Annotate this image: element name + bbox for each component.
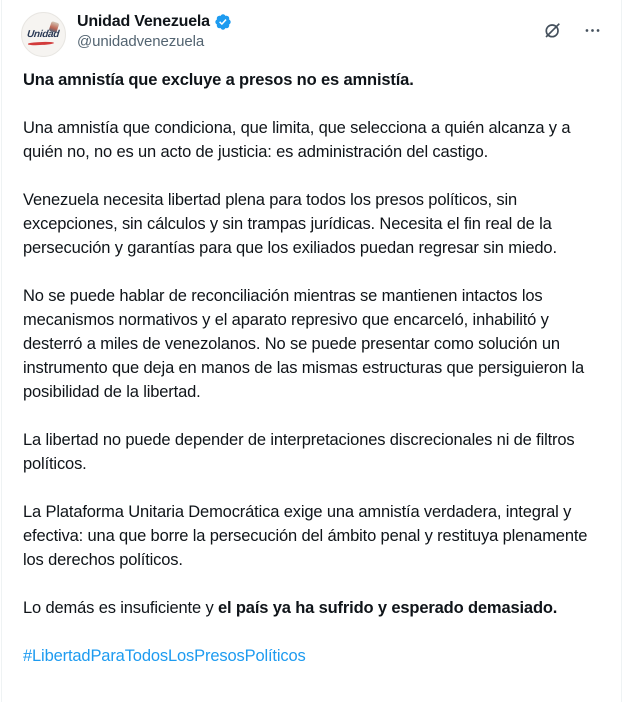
- post-paragraph: La Plataforma Unitaria Democrática exige una amnistía verdadera, integral y efectiva: una que borre la persecución del ámbito penal y restituya plenamente los derechos políticos.: [23, 503, 588, 569]
- tweet-header: [2, 0, 621, 57]
- post-paragraph: La libertad no puede depender de interpretaciones discrecionales ni de filtros políticos.: [23, 431, 575, 473]
- tweet-post: [1, 0, 622, 702]
- post-paragraph: No se puede hablar de reconciliación mientras se mantienen intactos los mecanismos normativos y el aparato represivo que encarceló, inhabilitó y desterró a miles de venezolanos. No se puede presentar como solución un instrumento que deja en manos de las mismas estructuras que persiguieron la posibilidad de la libertad.: [23, 287, 585, 401]
- more-button[interactable]: [577, 15, 607, 45]
- post-paragraph: Una amnistía que condiciona, que limita, que selecciona a quién alcanza y a quién no, no es un acto de justicia: es administración del castigo.: [23, 119, 571, 161]
- hashtag-link[interactable]: #LibertadParaTodosLosPresosPolíticos: [23, 647, 306, 665]
- avatar-red-swoosh: [28, 41, 54, 45]
- post-paragraph: [23, 596, 600, 620]
- grok-actions-button[interactable]: [537, 15, 567, 45]
- verified-badge-icon: [214, 13, 232, 31]
- post-text-normal: Lo demás es insuficiente y: [23, 599, 218, 617]
- more-icon: [583, 21, 602, 40]
- avatar[interactable]: [21, 12, 66, 57]
- post-paragraph: Venezuela necesita libertad plena para todos los presos políticos, sin excepciones, sin cálculos y sin trampas jurídicas. Necesita el fin real de la persecución y garantías para que los exiliados puedan regresar sin miedo.: [23, 191, 557, 257]
- author-block: [77, 12, 232, 50]
- avatar-logo-text: Unidad: [26, 29, 60, 40]
- grok-icon: [542, 20, 563, 41]
- header-actions: [537, 12, 607, 45]
- post-paragraph-hashtag: [23, 644, 600, 668]
- tweet-text: [2, 68, 621, 668]
- author-display-name[interactable]: Unidad Venezuela: [77, 13, 210, 30]
- post-text-bold: el país ya ha sufrido y esperado demasiado.: [217, 599, 558, 617]
- author-handle[interactable]: @unidadvenezuela: [77, 33, 205, 50]
- post-paragraph-lead: Una amnistía que excluye a presos no es amnistía.: [23, 71, 414, 89]
